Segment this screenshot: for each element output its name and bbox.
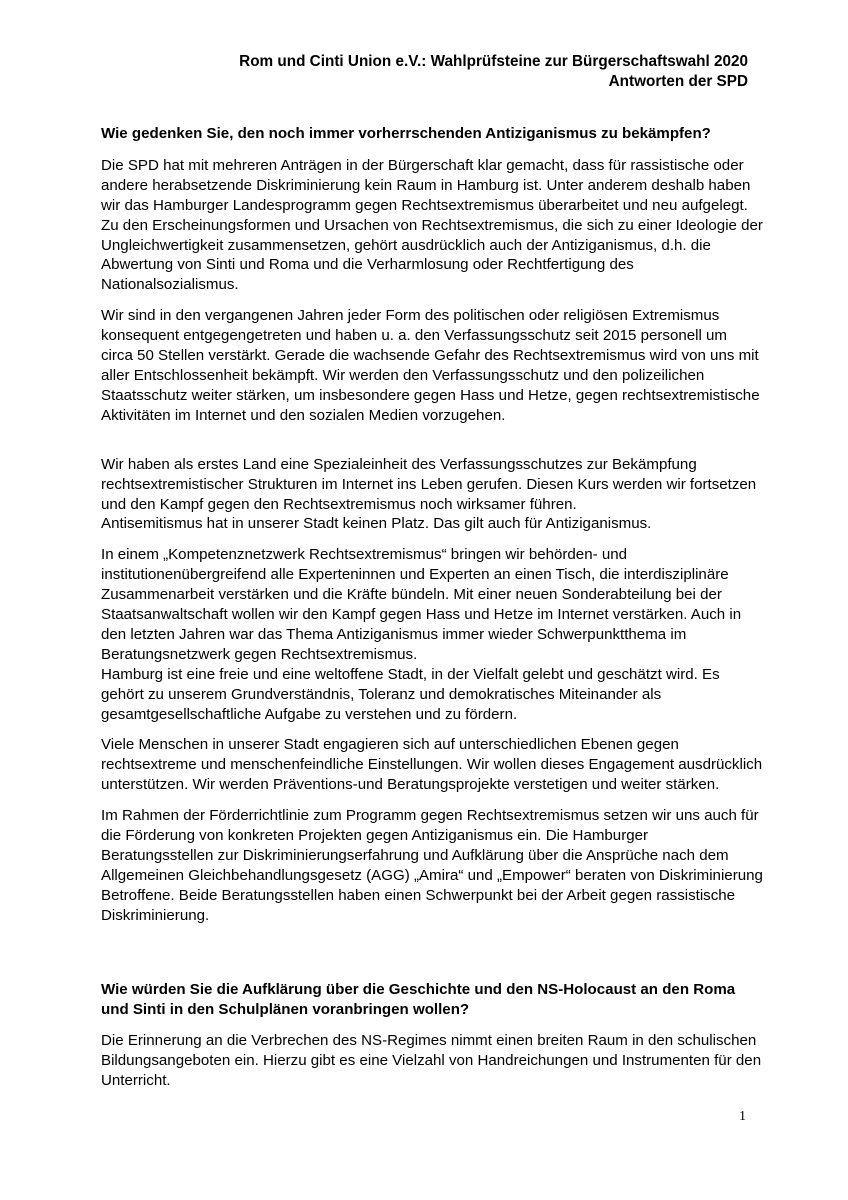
spacer <box>101 437 763 455</box>
spacer <box>101 937 763 980</box>
paragraph: Hamburg ist eine freie und eine weltoffene Stadt, in der Vielfalt gelebt und geschätzt wird. Es gehört zu unserem Grundverständnis, Toleranz und demokratisches Miteinander als gesamtgesellschaftliche Aufgabe zu verstehen und zu fördern. <box>101 665 720 723</box>
paragraph: Im Rahmen der Förderrichtlinie zum Programm gegen Rechtsextremismus setzen wir uns auch für die Förderung von konkreten Projekten gegen Antiziganismus ein. Die Hamburger Beratungsstellen zur Diskriminierungserfahrung und Aufklärung über die Ansprüche nach dem Allgemeinen Gleichbehandlungsgesetz (AGG) „Amira“ und „Empower“ beraten von Diskriminierung Betroffene. Beide Beratungsstellen haben einen Schwerpunkt bei der Arbeit gegen rassistische Diskriminierung. <box>101 807 763 924</box>
page-number: 1 <box>739 1109 746 1124</box>
paragraph: In einem „Kompetenznetzwerk Rechtsextremismus“ bringen wir behörden- und institutionenübergreifend alle Experteninnen und Experten an einen Tisch, die interdisziplinäre Zusammenarbeit verstärken und die Kräfte bündeln. Mit einer neuen Sonderabteilung bei der Staatsanwaltschaft wollen wir den Kampf gegen Hass und Hetze im Internet verstärken. Auch in den letzten Jahren war das Thema Antiziganismus immer wieder Schwerpunktthema im Beratungsnetzwerk gegen Rechtsextremismus. <box>101 546 742 663</box>
document-header <box>239 52 748 92</box>
paragraph: Wir sind in den vergangenen Jahren jeder Form des politischen oder religiösen Extremismus konsequent entgegengetreten und haben u. a. den Verfassungsschutz seit 2015 personell um circa 50 Stellen verstärkt. Gerade die wachsende Gefahr des Rechtsextremismus wird von uns mit aller Entschlossenheit bekämpft. Wir werden den Verfassungsschutz und den polizeilichen Staatsschutz weiter stärken, um insbesondere gegen Hass und Hetze, gegen rechtsextremistische Aktivitäten im Internet und den sozialen Medien vorzugehen. <box>101 307 760 424</box>
header-subtitle: Antworten der SPD <box>608 73 748 90</box>
header-title: Rom und Cinti Union e.V.: Wahlprüfsteine zur Bürgerschaftswahl 2020 <box>239 53 748 70</box>
paragraph: Wir haben als erstes Land eine Spezialeinheit des Verfassungsschutzes zur Bekämpfung rechtsextremistischer Strukturen im Internet ins Leben gerufen. Diesen Kurs werden wir fortsetzen und den Kampf gegen den Rechtsextremismus noch wirksamer führen. <box>101 455 757 513</box>
paragraph: Antisemitismus hat in unserer Stadt keinen Platz. Das gilt auch für Antiziganismus. <box>101 515 652 533</box>
paragraph: Die SPD hat mit mehreren Anträgen in der Bürgerschaft klar gemacht, dass für rassistische oder andere herabsetzende Diskriminierung kein Raum in Hamburg ist. Unter anderem deshalb haben wir das Hamburger Landesprogramm gegen Rechtsextremismus überarbeitet und neu aufgelegt. Zu den Erscheinungsformen und Ursachen von Rechtsextremismus, die sich zu einer Ideologie der Ungleichwertigkeit zusammensetzen, gehört ausdrücklich auch der Antiziganismus, d.h. die Abwertung von Sinti und Roma und die Verharmlosung oder Rechtfertigung des Nationalsozialismus. <box>101 156 763 294</box>
paragraph: Viele Menschen in unserer Stadt engagieren sich auf unterschiedlichen Ebenen gegen rechtsextreme und menschenfeindliche Einstellungen. Wir wollen dieses Engagement ausdrücklich unterstützen. Wir werden Präventions-und Beratungsprojekte verstetigen und weiter stärken. <box>101 736 763 794</box>
question-heading: Wie würden Sie die Aufklärung über die Geschichte und den NS-Holocaust an den Roma und Sinti in den Schulplänen voranbringen wollen? <box>101 980 736 1018</box>
paragraph: Die Erinnerung an die Verbrechen des NS-Regimes nimmt einen breiten Raum in den schulischen Bildungsangeboten ein. Hierzu gibt es eine Vielzahl von Handreichungen und Instrumenten für den Unterricht. <box>101 1032 762 1090</box>
document-body <box>101 124 763 1102</box>
question-heading: Wie gedenken Sie, den noch immer vorherrschenden Antiziganismus zu bekämpfen? <box>101 125 711 142</box>
